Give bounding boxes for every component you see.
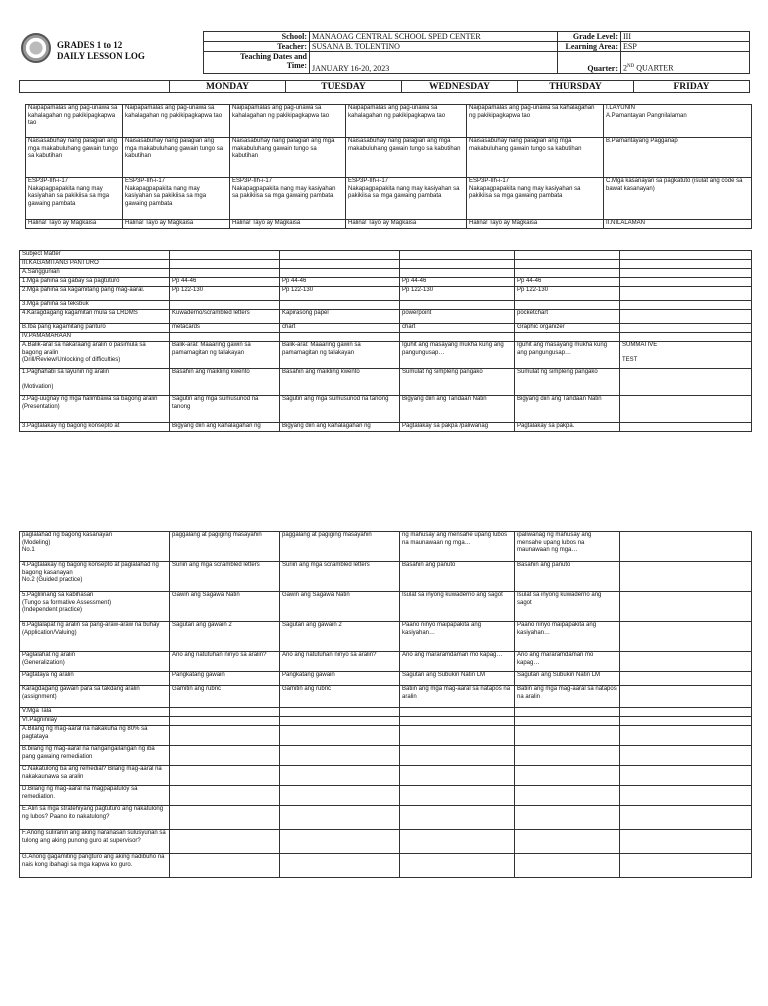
table-row	[20, 396, 752, 423]
table-cell: 2.Pag-uugnay ng mga halimbawa sa bagong aralin (Presentation)	[20, 396, 170, 423]
table-cell: 6.Paglalapat ng aralin sa pang-araw-araw na buhay (Application/Valuing)	[20, 622, 170, 652]
learning-area-value: ESP	[621, 42, 750, 52]
table-cell: Iguhit ang masayang mukha kung ang pangungusap…	[515, 342, 620, 369]
table-cell: Basahin ang maikling kwento	[170, 369, 280, 396]
table-cell: Pp 122-130	[515, 287, 620, 301]
table-cell: Paglalahat ng aralin (Generalization)	[20, 652, 170, 672]
table-cell: paglalahad ng bagong kasanayan (Modeling) No.1	[20, 532, 170, 562]
table-cell: SUMMATIVE TEST	[620, 342, 752, 369]
table-cell	[400, 746, 515, 766]
day-header-tuesday: TUESDAY	[286, 81, 402, 93]
table-cell: Gamitin ang rubric	[170, 686, 280, 708]
quarter-label: Quarter:	[558, 52, 621, 74]
table-cell	[620, 708, 752, 717]
table-cell	[170, 746, 280, 766]
table-cell: 1.Mga pahina sa gabay sa pagtuturo	[20, 278, 170, 287]
materials-procedures-table	[19, 250, 752, 432]
table-cell	[620, 746, 752, 766]
table-cell	[515, 251, 620, 260]
table-cell: C.Nakatulong ba ang remedial? Bilang mag-aaral na nakakaunawa sa aralin	[20, 766, 170, 786]
table-cell: Pp 44-46	[280, 278, 400, 287]
table-cell	[170, 333, 280, 342]
table-cell: Naipapamalas ang pag-unawa sa kahalagahan ng pakikipagkapwa tao	[123, 105, 230, 138]
table-cell: Iguhit ang masayang mukha kung ang pangungusap…	[400, 342, 515, 369]
table-cell: Halina! Tayo ay Magkaisa	[123, 220, 230, 229]
table-cell: 4.Pagtalakay ng bagong konsepto at paglalahad ng bagong kasanayan No.2 (Guided practice)	[20, 562, 170, 592]
table-cell: Pagtataya ng aralin	[20, 672, 170, 686]
day-header-friday: FRIDAY	[634, 81, 750, 93]
table-cell: Gawin ang Sagawa Natin	[170, 592, 280, 622]
deped-seal-logo	[21, 33, 51, 63]
teaching-dates-label-line1: Teaching Dates and	[240, 52, 307, 61]
day-header-row	[19, 80, 750, 93]
table-cell: Naisasabuhay nang palagian ang mga makabuluhang gawain tungo sa kabutihan	[467, 138, 604, 178]
table-cell	[400, 766, 515, 786]
table-cell	[620, 717, 752, 726]
table-row	[20, 260, 752, 269]
table-cell: Gawin ang Sagawa Natin	[280, 592, 400, 622]
table-cell: Naisasabuhay nang palagian ang mga makabuluhang gawain tungo sa kabutihan	[26, 138, 123, 178]
teacher-label: Teacher:	[204, 42, 310, 52]
table-row	[26, 105, 752, 138]
table-row	[20, 532, 752, 562]
table-cell: A.Bilang ng mag-aaral na nakakuha ng 80% sa pagtataya	[20, 726, 170, 746]
table-cell: Kuwaderno/scrambled letters	[170, 310, 280, 324]
table-cell	[515, 746, 620, 766]
table-cell: Pangkatang gawain	[280, 672, 400, 686]
table-row	[20, 830, 752, 854]
table-cell	[280, 786, 400, 806]
objectives-table	[25, 104, 752, 229]
table-cell: Pp 44-46	[400, 278, 515, 287]
table-cell: II.NILALAMAN	[604, 220, 752, 229]
table-row	[20, 652, 752, 672]
day-header-thursday: THURSDAY	[518, 81, 634, 93]
table-cell: A.Sanggunian	[20, 269, 170, 278]
table-cell	[400, 717, 515, 726]
procedures-reflection-table	[19, 531, 752, 878]
table-cell	[400, 260, 515, 269]
table-row	[20, 251, 752, 260]
table-cell: ESP3P-IIh-i-17 Nakapagpapakita nang may kasiyahan sa pakikiisa sa mga gawaing pambata	[346, 178, 467, 220]
title-line-2: DAILY LESSON LOG	[57, 51, 145, 61]
table-cell	[170, 708, 280, 717]
table-cell	[400, 333, 515, 342]
table-cell	[515, 269, 620, 278]
table-cell: 3.Mga pahina sa teksbuk	[20, 301, 170, 310]
document-title	[57, 40, 145, 62]
teacher-value: SUSANA B. TOLENTINO	[310, 42, 558, 52]
table-cell: Basahin ang maikling kwento	[280, 369, 400, 396]
table-cell	[170, 301, 280, 310]
table-cell: Suriin ang mga scrambled letters	[170, 562, 280, 592]
table-row	[26, 220, 752, 229]
table-cell	[620, 532, 752, 562]
table-cell: Pp 122-130	[280, 287, 400, 301]
table-row	[20, 622, 752, 652]
table-cell: paggalang at pagiging masayahin	[170, 532, 280, 562]
table-cell	[400, 269, 515, 278]
table-cell	[620, 333, 752, 342]
table-cell	[620, 269, 752, 278]
table-cell: chart	[400, 324, 515, 333]
table-cell: V.Mga Tala	[20, 708, 170, 717]
table-cell: Balik-aral: Maaaring gawin sa pamamagitan ng talakayan	[170, 342, 280, 369]
table-row	[20, 301, 752, 310]
table-cell: IV.PAMAMARAAN	[20, 333, 170, 342]
table-cell: Bigyang diin ang kahalagahan ng	[280, 423, 400, 432]
quarter-value	[621, 52, 750, 74]
table-cell: Pangkatang gawain	[170, 672, 280, 686]
table-cell: G.Anong gagamiting pangturo ang aking nadibuho na nais kong ibahagi sa mga kapwa ko guro.	[20, 854, 170, 878]
table-cell: metacards	[170, 324, 280, 333]
table-cell: Naisasabuhay nang palagian ang mga makabuluhang gawain tungo sa kabutihan	[123, 138, 230, 178]
table-row	[20, 423, 752, 432]
table-cell	[515, 786, 620, 806]
table-cell: 5.Paglilinang sa kabihasan (Tungo sa formative Assessment) (Independent practice)	[20, 592, 170, 622]
table-cell: Pp 44-46	[515, 278, 620, 287]
grade-level-value: III	[621, 32, 750, 42]
table-cell: I.LAYUNIN A.Pamantayan Pangnilalaman	[604, 105, 752, 138]
table-cell	[170, 766, 280, 786]
learning-area-label: Learning Area:	[558, 42, 621, 52]
day-header-monday: MONDAY	[170, 81, 286, 93]
table-row	[20, 672, 752, 686]
table-cell: Naisasabuhay nang palagian ang mga makabuluhang gawain tungo sa kabutihan	[346, 138, 467, 178]
table-cell	[170, 717, 280, 726]
table-cell: Graphic organizer	[515, 324, 620, 333]
table-cell: Batiin ang mga mag-aaral sa natapos na aralin	[515, 686, 620, 708]
table-cell	[400, 806, 515, 830]
table-cell	[170, 269, 280, 278]
table-cell: Naipapamalas ang pag-unawa sa kahalagahan ng pakikipagkapwa tao	[230, 105, 346, 138]
teaching-dates-label-line2: Time:	[286, 61, 307, 70]
table-cell: B.Iba pang kagamitang panturo	[20, 324, 170, 333]
table-cell: Pp 44-46	[170, 278, 280, 287]
table-cell: F.Anong suliranin ang aking naranasan sulusyunan sa tulong ang aking punong guro at supervisor?	[20, 830, 170, 854]
table-cell	[515, 806, 620, 830]
table-row	[20, 342, 752, 369]
table-cell: Bigyang diin ang kahalagahan ng	[170, 423, 280, 432]
table-cell: 2.Mga pahina sa kagamitang pang mag-aaral.	[20, 287, 170, 301]
table-cell	[620, 686, 752, 708]
table-cell	[515, 830, 620, 854]
table-row	[20, 333, 752, 342]
table-cell: Sagutan ang Subukin Natin LM	[400, 672, 515, 686]
table-cell	[620, 301, 752, 310]
table-row	[20, 708, 752, 717]
table-cell	[620, 278, 752, 287]
table-row	[20, 806, 752, 830]
table-cell	[620, 726, 752, 746]
table-cell: Paano ninyo maipapakita ang kasiyahan…	[515, 622, 620, 652]
table-cell	[400, 854, 515, 878]
table-cell: Halina! Tayo ay Magkaisa	[26, 220, 123, 229]
table-cell	[620, 806, 752, 830]
table-cell: ESP3P-IIh-i-17 Nakapagpapakita nang may kasiyahan sa pakikiisa sa mga gawaing pambata	[230, 178, 346, 220]
table-cell: Subject Matter	[20, 251, 170, 260]
table-cell	[515, 726, 620, 746]
table-cell: ng mahusay ang mensahe upang lubos na maunawaan ng mga…	[400, 532, 515, 562]
table-cell	[620, 592, 752, 622]
quarter-number: 2	[623, 64, 627, 73]
table-cell: pocketchart	[515, 310, 620, 324]
table-cell: Isulat sa inyong kuwaderno ang sagot	[515, 592, 620, 622]
table-cell	[515, 854, 620, 878]
table-cell: ESP3P-IIh-i-17 Nakapagpapakita nang may kasiyahan sa pakikiisa sa mga gawaing pambata	[467, 178, 604, 220]
table-row	[26, 178, 752, 220]
table-cell	[280, 854, 400, 878]
table-cell	[620, 766, 752, 786]
table-cell	[620, 854, 752, 878]
table-cell: Bigyang diin ang Tandaan Natin	[515, 396, 620, 423]
table-row	[20, 746, 752, 766]
table-cell: Naipapamalas ang pag-unawa sa kahalagahan ng pakikipagkapwa tao	[26, 105, 123, 138]
table-cell: 3.Pagtalakay ng bagong konsepto at	[20, 423, 170, 432]
table-cell	[400, 301, 515, 310]
table-cell	[280, 766, 400, 786]
table-cell	[280, 333, 400, 342]
day-header-blank	[20, 81, 170, 93]
table-cell	[515, 766, 620, 786]
table-cell: A.Balik-aral sa nakaraang aralin o pasimula sa bagong aralin (Drill/Review/Unlocking of difficulties)	[20, 342, 170, 369]
table-cell	[280, 717, 400, 726]
table-cell: Bigyang diin ang Tandaan Natin	[400, 396, 515, 423]
table-cell	[280, 806, 400, 830]
table-row	[20, 287, 752, 301]
table-cell: Kapirasong papel	[280, 310, 400, 324]
table-cell: Suriin ang mga scrambled letters	[280, 562, 400, 592]
table-cell	[515, 260, 620, 269]
table-cell	[170, 830, 280, 854]
table-cell	[515, 708, 620, 717]
table-cell	[170, 786, 280, 806]
table-cell	[620, 652, 752, 672]
table-cell: Naisasabuhay nang palagian ang mga makabuluhang gawain tungo sa kabutihan	[230, 138, 346, 178]
table-cell	[620, 562, 752, 592]
table-cell	[280, 301, 400, 310]
table-row	[20, 854, 752, 878]
table-cell: Karagdagang gawain para sa takdang aralin (assignment)	[20, 686, 170, 708]
table-row	[20, 369, 752, 396]
title-line-1: GRADES 1 to 12	[57, 40, 123, 50]
table-cell	[515, 301, 620, 310]
table-row	[20, 717, 752, 726]
header-info-table	[203, 31, 750, 74]
table-cell: Sagutan ang gawain 2	[170, 622, 280, 652]
teaching-dates-value: JANUARY 16-20, 2023	[310, 52, 558, 74]
quarter-suffix: ND	[627, 64, 635, 70]
table-cell	[515, 333, 620, 342]
table-cell: E.Alin sa mga stratehiyang pagtuturo ang nakatulong ng lubos? Paano ito nakatulong?	[20, 806, 170, 830]
table-cell	[170, 260, 280, 269]
table-cell: Sumulat ng simpleng pangako	[515, 369, 620, 396]
table-cell: ESP3P-IIh-i-17 Nakapagpapakita nang may kasiyahan sa pakikiisa sa mga gawaing pambata	[26, 178, 123, 220]
table-cell	[280, 260, 400, 269]
table-cell: Naipapamalas ang pag-unawa sa kahalagahan ng pakikipagkapwa tao	[346, 105, 467, 138]
table-cell	[400, 830, 515, 854]
table-cell: Isulat sa inyong kuwaderno ang sagot	[400, 592, 515, 622]
table-cell	[620, 622, 752, 652]
table-cell: Halina! Tayo ay Magkaisa	[230, 220, 346, 229]
table-cell	[620, 672, 752, 686]
table-cell: C.Mga kasanayan sa pagkatuto (isulat ang code sa bawat kasanayan)	[604, 178, 752, 220]
table-row	[20, 786, 752, 806]
table-cell	[620, 830, 752, 854]
table-cell	[620, 786, 752, 806]
table-cell	[620, 287, 752, 301]
table-cell: powerpoint	[400, 310, 515, 324]
table-cell	[620, 423, 752, 432]
table-row	[20, 562, 752, 592]
table-cell	[280, 251, 400, 260]
school-value: MANAOAG CENTRAL SCHOOL SPED CENTER	[310, 32, 558, 42]
table-row	[20, 592, 752, 622]
table-cell: Ano ang natutuhan ninyo sa aralin?	[280, 652, 400, 672]
table-cell: Pp 122-130	[170, 287, 280, 301]
table-cell: Balik-aral: Maaaring gawin sa pamamagitan ng talakayan	[280, 342, 400, 369]
table-row	[20, 726, 752, 746]
table-cell	[400, 708, 515, 717]
table-cell	[620, 260, 752, 269]
table-cell: ipaliwanag ng mahusay ang mensahe upang lubos na maunawaan ng mga…	[515, 532, 620, 562]
table-cell: 1.Paghahabi sa layunin ng aralin (Motivation)	[20, 369, 170, 396]
table-cell	[170, 251, 280, 260]
table-cell: Gamitin ang rubric	[280, 686, 400, 708]
table-cell	[170, 854, 280, 878]
table-cell: chart	[280, 324, 400, 333]
table-cell	[280, 726, 400, 746]
table-row	[20, 310, 752, 324]
school-label: School:	[204, 32, 310, 42]
grade-level-label: Grade Level:	[558, 32, 621, 42]
table-cell	[620, 251, 752, 260]
table-cell	[170, 726, 280, 746]
table-cell: Ano ang mararamdaman mo kapag…	[400, 652, 515, 672]
table-cell: Halina! Tayo ay Magkaisa	[467, 220, 604, 229]
table-cell	[280, 746, 400, 766]
table-cell: VI.Pagninilay	[20, 717, 170, 726]
table-cell: D.Bilang ng mag-aaral na magpapatuloy sa remediation.	[20, 786, 170, 806]
table-cell	[400, 726, 515, 746]
table-cell: Sagutin ang mga sumusunod na tanong	[280, 396, 400, 423]
table-row	[20, 686, 752, 708]
table-cell	[280, 708, 400, 717]
table-cell	[170, 806, 280, 830]
table-cell: B.Pamantayang Pagganap	[604, 138, 752, 178]
table-row	[20, 269, 752, 278]
table-cell	[280, 830, 400, 854]
table-row	[20, 324, 752, 333]
table-cell: Sagutan ang gawain 2	[280, 622, 400, 652]
table-cell: 4.Karagdagang kagamitan mula sa LRDMS	[20, 310, 170, 324]
quarter-word: QUARTER	[634, 64, 674, 73]
table-cell: ESP3P-IIh-i-17 Nakapagpapakita nang may kasiyahan sa pakikiisa sa mga gawaing pambata	[123, 178, 230, 220]
table-cell: Halina! Tayo ay Magkaisa	[346, 220, 467, 229]
table-row	[20, 766, 752, 786]
table-cell: Ano ang mararamdaman mo kapag…	[515, 652, 620, 672]
table-cell	[620, 324, 752, 333]
table-cell: Sagutan ang Subukin Natin LM	[515, 672, 620, 686]
table-cell: Pagtalakay sa pakpa.	[515, 423, 620, 432]
table-row	[20, 278, 752, 287]
table-cell: Paano ninyo maipapakita ang kasiyahan…	[400, 622, 515, 652]
table-cell: Pagtalakay sa pakpa /paliwanag	[400, 423, 515, 432]
table-cell: Basahin ang panuto	[515, 562, 620, 592]
table-cell: Naipapamalas ang pag-unawa sa kahalagahan ng pakikipagkapwa tao	[467, 105, 604, 138]
table-cell	[620, 369, 752, 396]
day-header-wednesday: WEDNESDAY	[402, 81, 518, 93]
table-cell	[400, 251, 515, 260]
table-cell	[280, 269, 400, 278]
table-cell	[620, 396, 752, 423]
table-cell: Pp 122-130	[400, 287, 515, 301]
table-cell: paggalang at pagiging masayahin	[280, 532, 400, 562]
table-cell: Batiin ang mga mag-aaral sa natapos na aralin	[400, 686, 515, 708]
teaching-dates-label	[204, 52, 310, 74]
table-cell: Sagutin ang mga sumusunod na tanong	[170, 396, 280, 423]
table-cell: B.bilang ng mag-aaral na nangangailangan ng iba pang gawaing remediation	[20, 746, 170, 766]
table-cell	[515, 717, 620, 726]
table-cell: Ano ang natutuhan ninyo sa aralin?	[170, 652, 280, 672]
table-cell: Basahin ang panuto	[400, 562, 515, 592]
table-cell: III.KAGAMITANG PANTURO	[20, 260, 170, 269]
table-row	[26, 138, 752, 178]
table-cell: Sumulat ng simpleng pangako	[400, 369, 515, 396]
table-cell	[620, 310, 752, 324]
table-cell	[400, 786, 515, 806]
